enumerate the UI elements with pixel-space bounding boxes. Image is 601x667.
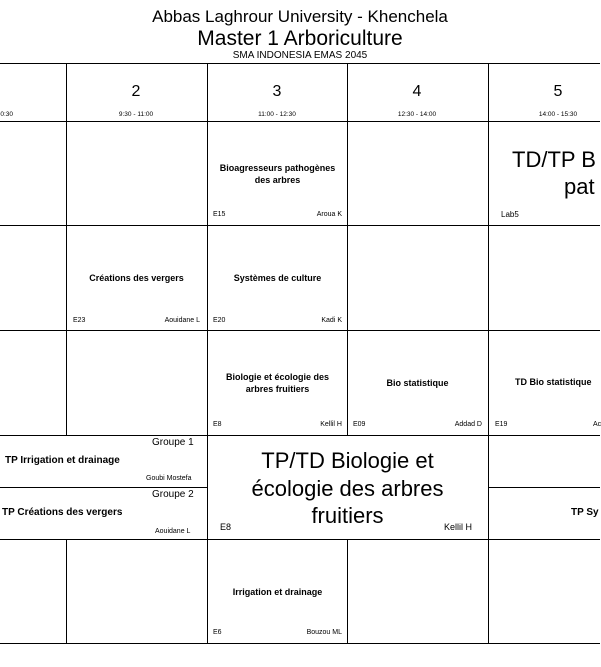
session-title: TP Irrigation et drainage <box>5 455 120 466</box>
session-room: E23 <box>73 317 86 324</box>
session-title: Biologie et écologie des arbres fruitiers <box>225 372 330 394</box>
session-teacher: Bouzou ML <box>306 629 342 636</box>
session-room: E09 <box>353 421 366 428</box>
session-irrigation-drainage[interactable] <box>207 539 348 643</box>
session-title: Bio statistique <box>386 378 449 388</box>
column-number-2: 2 <box>131 83 141 100</box>
session-room: E19 <box>495 421 508 428</box>
session-teacher: Aouidane L <box>155 528 191 535</box>
session-room: E8 <box>220 522 232 532</box>
session-title: TD Bio statistique <box>515 377 592 387</box>
grid-line <box>0 643 600 644</box>
session-systemes-culture[interactable] <box>207 225 348 330</box>
session-title-line3: fruitiers <box>311 503 384 528</box>
session-teacher: Kadi K <box>321 317 342 324</box>
session-creations-vergers[interactable] <box>66 225 207 330</box>
session-teacher: Goubi Mostefa <box>146 475 192 482</box>
session-td-tp-b[interactable] <box>488 121 600 225</box>
column-number-5: 5 <box>553 83 563 100</box>
session-teacher: Kellil H <box>444 522 473 532</box>
session-room: E20 <box>213 317 226 324</box>
session-title: TP Sy <box>571 507 599 518</box>
session-title: Bioagresseurs pathogènes des arbres <box>219 163 336 185</box>
session-room: E8 <box>213 421 222 428</box>
column-time-5: 14:00 - 15:30 <box>538 111 578 118</box>
session-tp-sy[interactable] <box>488 487 600 539</box>
session-tp-creations-group2[interactable] <box>0 487 207 539</box>
grid-line <box>0 63 600 64</box>
group-label: Groupe 2 <box>152 489 194 500</box>
session-title: Créations des vergers <box>89 273 184 283</box>
session-title-line1: TP/TD Biologie et <box>261 448 434 473</box>
column-time-3: 11:00 - 12:30 <box>258 111 296 118</box>
session-teacher: Aouidane L <box>164 317 200 324</box>
session-title-line2: écologie des arbres <box>251 476 444 501</box>
session-room: E6 <box>213 629 222 636</box>
session-teacher: Addad D <box>454 421 482 428</box>
session-teacher: Ac <box>593 421 601 428</box>
column-time-2: 9:30 - 11:00 <box>118 111 154 118</box>
session-title-cont: pat <box>564 174 595 199</box>
session-teacher: Kellil H <box>320 421 342 428</box>
session-room: E15 <box>213 211 226 218</box>
session-room: Lab5 <box>501 210 519 219</box>
session-biologie-ecologie[interactable] <box>207 330 348 435</box>
session-tp-td-biologie[interactable] <box>207 435 488 539</box>
session-title: Irrigation et drainage <box>232 587 323 597</box>
program-title: Master 1 Arboriculture <box>197 27 403 50</box>
column-time-1: 0:30 <box>0 111 13 118</box>
session-tp-irrigation-group1[interactable] <box>0 435 207 487</box>
university-name: Abbas Laghrour University - Khenchela <box>152 7 448 26</box>
column-time-4: 12:30 - 14:00 <box>397 111 437 118</box>
group-label: Groupe 1 <box>152 437 194 448</box>
session-title: TP Créations des vergers <box>2 507 123 518</box>
session-teacher: Aroua K <box>316 211 342 218</box>
session-bioagresseurs[interactable] <box>207 121 348 225</box>
session-title: Systèmes de culture <box>233 273 322 283</box>
schedule-subtitle: SMA INDONESIA EMAS 2045 <box>232 50 368 61</box>
column-number-4: 4 <box>412 83 422 100</box>
column-number-3: 3 <box>272 83 282 100</box>
grid-line <box>66 539 67 643</box>
session-bio-statistique[interactable] <box>347 330 488 435</box>
session-td-bio-statistique[interactable] <box>488 330 600 435</box>
session-title: TD/TP B <box>512 147 596 172</box>
